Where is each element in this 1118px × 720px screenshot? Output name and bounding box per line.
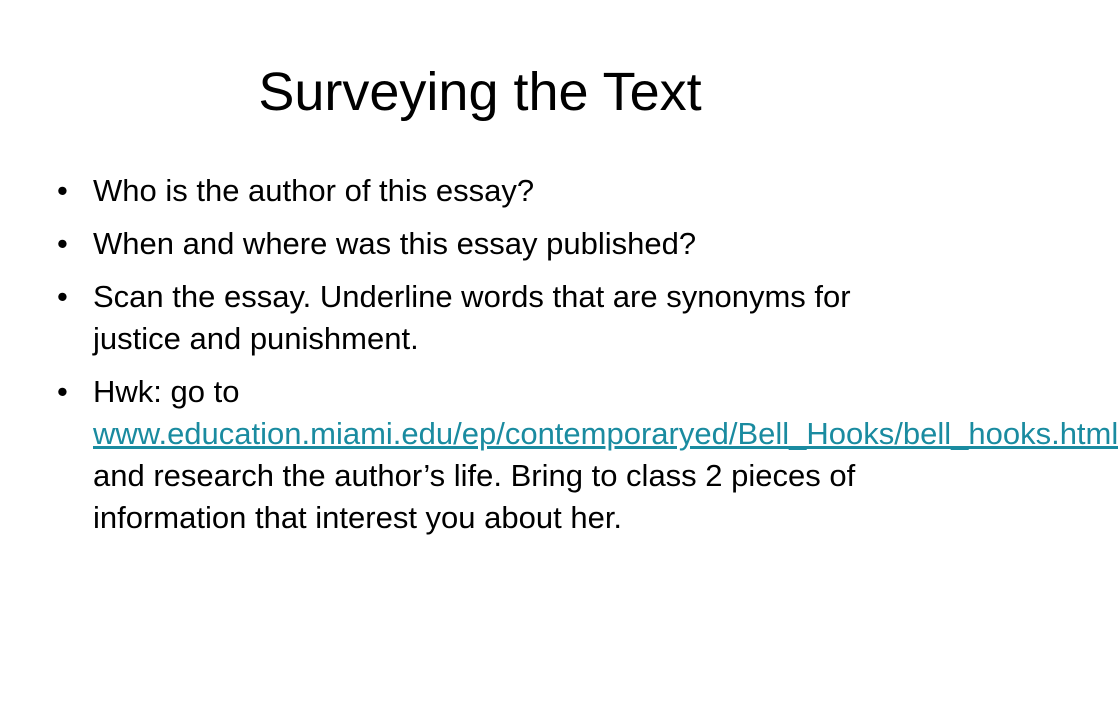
bell-hooks-link[interactable]: www.education.miami.edu/ep/contemporaryed/Bell_Hooks/bell_hooks.html xyxy=(93,416,1118,451)
bullet-text: Scan the essay. Underline words that are synonyms for justice and punishment. xyxy=(93,279,851,356)
bullet-item-publication xyxy=(57,223,917,265)
bullet-text: When and where was this essay published? xyxy=(93,226,697,261)
bullet-text: Who is the author of this essay? xyxy=(93,173,535,208)
bullet-item-homework xyxy=(57,371,1118,539)
bullet-icon: • xyxy=(57,374,68,409)
homework-prefix: Hwk: go to xyxy=(93,374,240,409)
bullet-item-author xyxy=(57,170,917,212)
slide-title: Surveying the Text xyxy=(258,62,702,122)
bullet-list xyxy=(57,170,1118,550)
bullet-icon: • xyxy=(57,226,68,261)
bullet-icon: • xyxy=(57,279,68,314)
homework-suffix: and research the author’s life. Bring to class 2 pieces of information that interest you about her. xyxy=(93,458,856,535)
bullet-icon: • xyxy=(57,173,68,208)
bullet-item-scan xyxy=(57,276,917,360)
